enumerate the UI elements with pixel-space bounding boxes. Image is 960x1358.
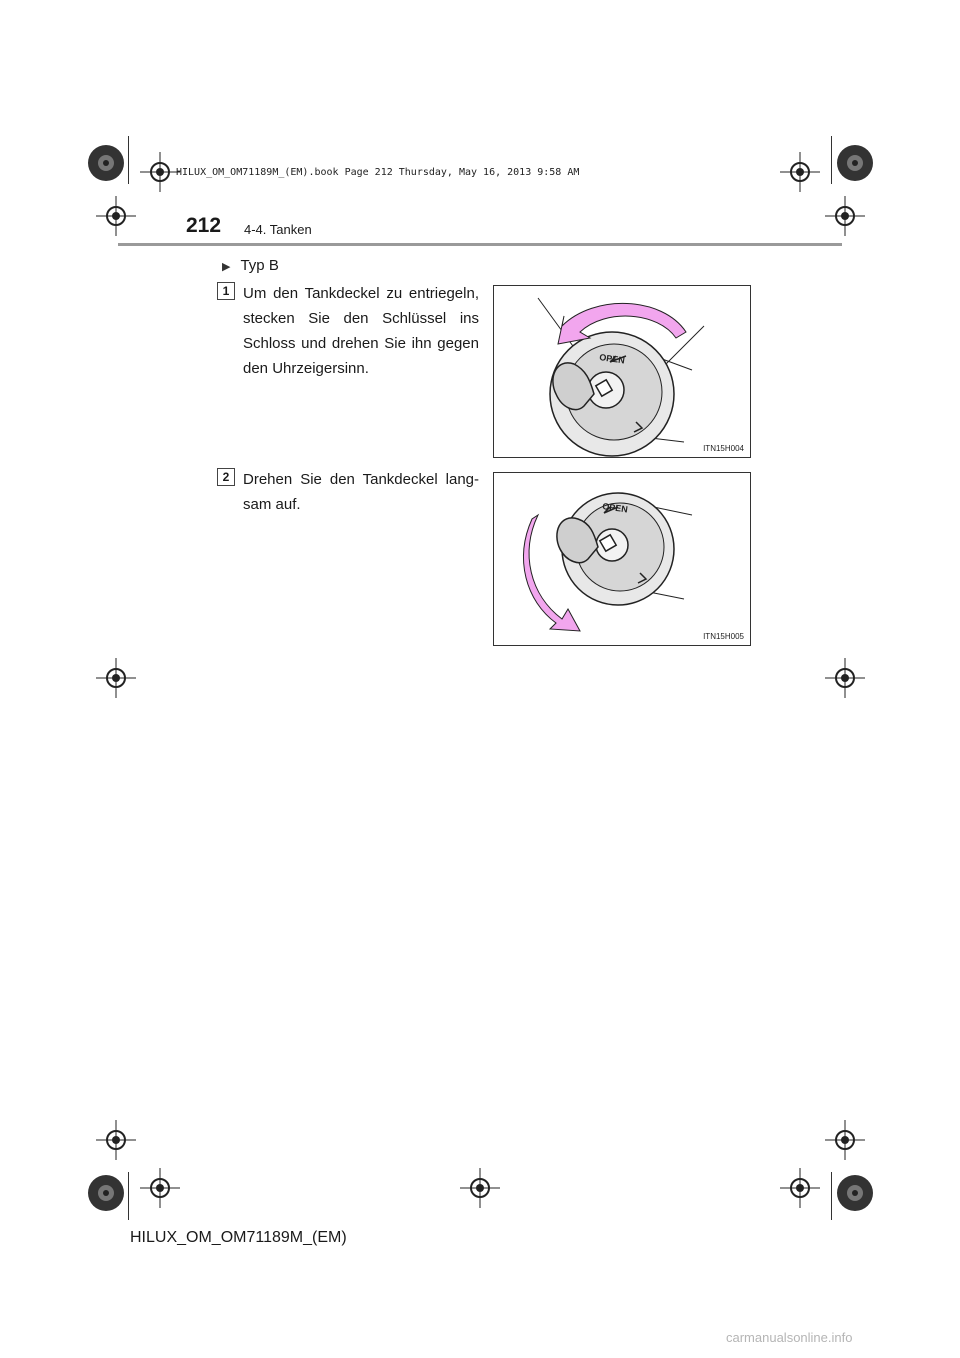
page-number: 212 [186,214,222,237]
print-header: HILUX_OM_OM71189M_(EM).book Page 212 Thursday, May 16, 2013 9:58 AM [176,167,580,178]
cap-open-label: OPEN [601,501,629,515]
crosshair-mark-left-middle [96,658,136,698]
type-label: Typ B [240,257,279,274]
step-1-text: Um den Tankdeckel zu entriegeln, stecken Sie den Schlüssel ins Schloss und drehen Sie ihn gegen den Uhrzeigersinn. [243,285,479,377]
crop-line-bottom-right [831,1172,832,1220]
registration-mark-bottom-right [834,1172,876,1214]
footer-document-id: HILUX_OM_OM71189M_(EM) [130,1229,347,1246]
figure-code: ITN15H005 [703,632,744,641]
triangle-bullet-icon: ▶ [222,261,231,273]
fuel-cap-rotation-illustration [494,473,750,645]
crosshair-mark-right-middle [825,658,865,698]
crosshair-mark-left-upper [96,196,136,236]
registration-mark-top-right [834,142,876,184]
crop-line-top-right [831,136,832,184]
crosshair-mark-bottom-center [460,1168,500,1208]
crosshair-mark-left-lower [96,1120,136,1160]
crosshair-mark-top-left [140,152,180,192]
fuel-cap-key-turn-illustration [494,286,750,457]
step-2-number: 2 [217,468,235,486]
crop-line-bottom-left [128,1172,129,1220]
header-rule [118,243,842,246]
step-1-number: 1 [217,282,235,300]
crosshair-mark-top-right [780,152,820,192]
step-2-text: Drehen Sie den Tankdeckel lang-sam auf. [243,471,479,513]
figure-open-cap [493,472,751,646]
crop-line-top-left [128,136,129,184]
crosshair-mark-right-upper [825,196,865,236]
registration-mark-top-left [85,142,127,184]
crosshair-mark-right-lower [825,1120,865,1160]
type-heading [222,257,279,274]
figure-unlock-cap [493,285,751,458]
cap-open-label: OPEN [598,352,626,366]
figure-code: ITN15H004 [703,444,744,453]
watermark: carmanualsonline.info [726,1330,853,1345]
section-title: 4-4. Tanken [244,222,312,237]
registration-mark-bottom-left [85,1172,127,1214]
crosshair-mark-bottom-left [140,1168,180,1208]
crosshair-mark-bottom-right [780,1168,820,1208]
